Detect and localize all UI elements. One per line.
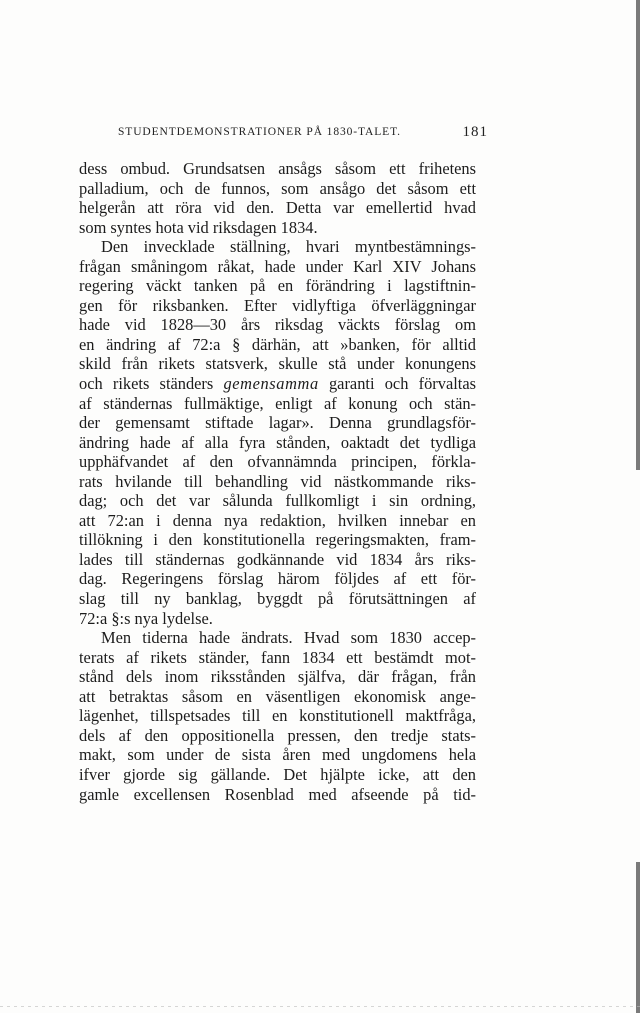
text-line: dess ombud. Grundsatsen ansågs såsom ett frihetens [79, 159, 476, 178]
text-line: helgerån att röra vid den. Detta var emellertid hvad [79, 198, 476, 218]
text-line [79, 374, 476, 394]
text-line: att 72:an i denna nya redaktion, hvilken innebar en [79, 510, 476, 530]
text-line: en ändring af 72:a § därhän, att »banken, för alltid [79, 334, 476, 354]
text-line: ifver gjorde sig gällande. Det hjälpte icke, att den [79, 764, 476, 784]
text-line: lägenhet, tillspetsades till en konstitutionell maktfråga, [79, 706, 476, 726]
text-line: gen för riksbanken. Efter vidlyftiga öfverläggningar [79, 295, 476, 315]
text-line: af ständernas fullmäktige, enligt af konung och stän- [79, 393, 476, 413]
text-line: dag. Regeringens förslag härom följdes af ett för- [79, 569, 476, 589]
scan-edge-mark [636, 0, 640, 470]
text-line: der gemensamt stiftade lagar». Denna grundlagsför- [79, 413, 476, 433]
text-line: dels af den oppositionella pressen, den tredje stats- [79, 725, 476, 745]
text-line: frågan småningom råkat, hade under Karl XIV Johans [79, 256, 476, 276]
scan-bottom-edge [0, 1006, 640, 1007]
text-line: ändring hade af alla fyra stånden, oaktadt det tydliga [79, 432, 476, 452]
scan-edge-mark-lower [636, 862, 640, 1013]
text-line: hade vid 1828—30 års riksdag väckts förslag om [79, 315, 476, 335]
text-line: skild från rikets statsverk, skulle stå under konungens [79, 354, 476, 374]
text-line: att betraktas såsom en väsentligen ekonomisk ange- [79, 686, 476, 706]
text-line: dag; och det var sålunda fullkomligt i sin ordning, [79, 491, 476, 511]
text-line: Men tiderna hade ändrats. Hvad som 1830 accep- [101, 628, 476, 648]
running-title: STUDENTDEMONSTRATIONER PÅ 1830-TALET. [118, 126, 401, 138]
text-line: makt, som under de sista åren med ungdomens hela [79, 745, 476, 765]
text-line: palladium, och de funnos, som ansågo det såsom ett [79, 178, 476, 198]
italic-phrase: gemensamma [223, 374, 319, 394]
text-line: stånd dels inom riksstånden själfva, där frågan, från [79, 667, 476, 687]
text-line: gamle excellensen Rosenblad med afseende på tid- [79, 784, 476, 804]
text-line: 72:a §:s nya lydelse. [79, 608, 213, 628]
text-line: terats af rikets ständer, fann 1834 ett bestämdt mot- [79, 647, 476, 667]
text-line: rats hvilande till behandling vid nästkommande riks- [79, 471, 476, 491]
text-segment: garanti och förvaltas [318, 374, 476, 394]
text-line: som syntes hota vid riksdagen 1834. [79, 217, 318, 237]
text-line: Den invecklade ställning, hvari myntbestämnings- [101, 237, 476, 257]
text-line: slag till ny banklag, byggdt på förutsättningen af [79, 589, 476, 609]
running-head [118, 126, 488, 144]
text-line: tillökning i den konstitutionella regeringsmakten, fram- [79, 530, 476, 550]
text-line: regering väckt tanken på en förändring i lagstiftnin- [79, 276, 476, 296]
text-line: lades till ständernas godkännande vid 1834 års riks- [79, 549, 476, 569]
body-text [79, 159, 476, 804]
page-number: 181 [462, 124, 488, 140]
text-line: upphäfvandet af den ofvannämnda principen, förkla- [79, 452, 476, 472]
text-segment: och rikets ständers [79, 374, 224, 394]
